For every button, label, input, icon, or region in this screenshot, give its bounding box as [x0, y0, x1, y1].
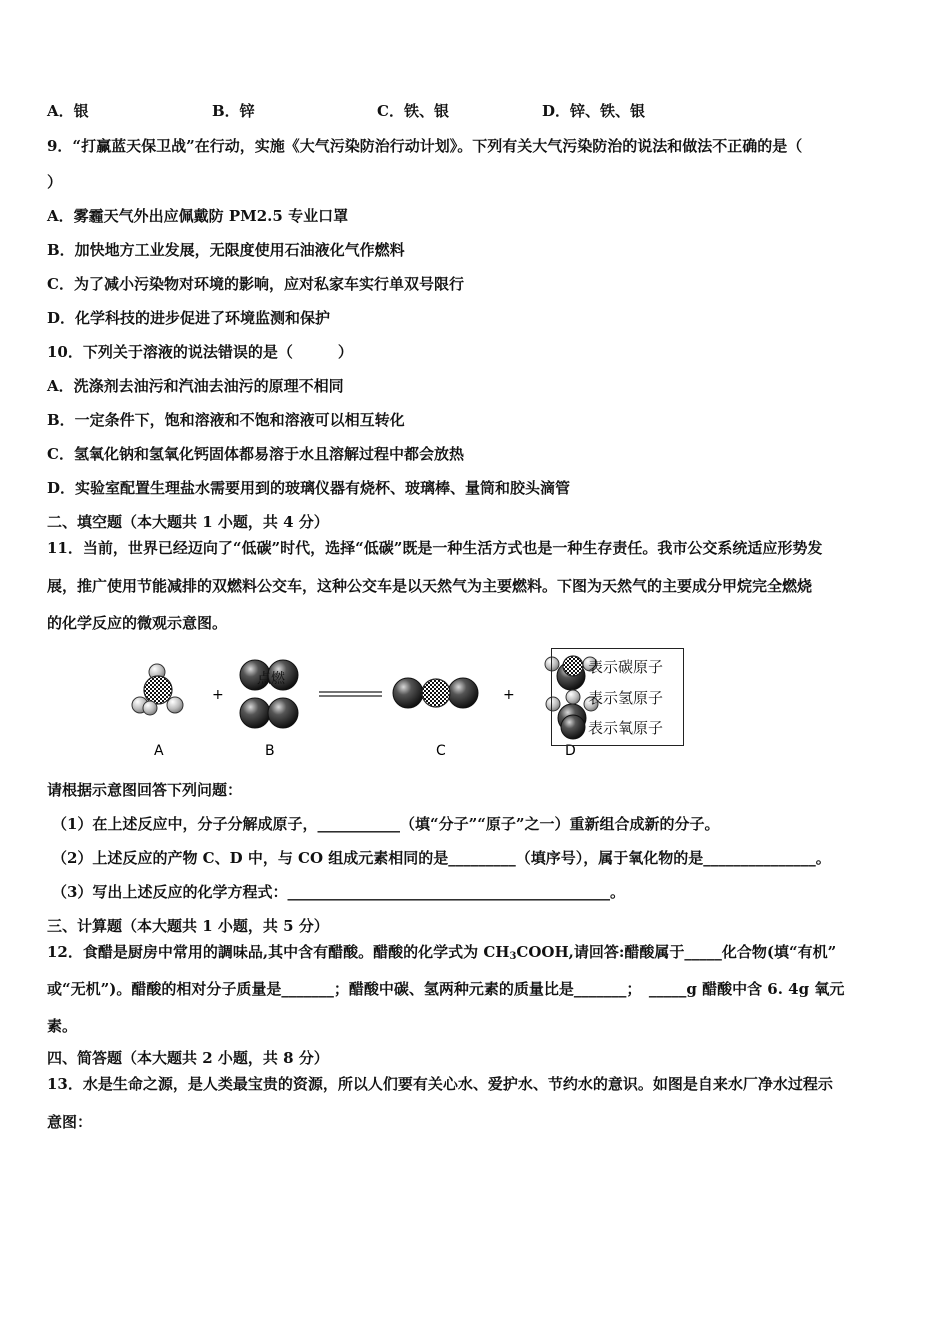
q9-option-a: A．雾霾天气外出应佩戴防 PM2.5 专业口罩 — [47, 207, 349, 225]
q12-line2: 或“无机”)。醋酸的相对分子质量是_______；醋酸中碳、氢两种元素的质量比是_______； _____g 醋酸中含 6. 4g 氧元 — [47, 980, 845, 998]
plus-sign-1: + — [212, 687, 224, 703]
q11-line2: 展，推广使用节能减排的双燃料公交车，这种公交车是以天然气为主要燃料。下图为天然气的主要成分甲烷完全燃烧 — [47, 577, 813, 595]
section4-title: 四、简答题（本大题共 2 小题，共 8 分） — [47, 1049, 329, 1067]
q8-options — [47, 100, 907, 122]
q12-line1-pre: 12．食醋是厨房中常用的調味品,其中含有醋酸。醋酸的化学式为 CH — [47, 943, 510, 961]
label-d: D — [565, 743, 576, 759]
legend-hydrogen — [558, 684, 663, 710]
q11-line3: 的化学反应的微观示意图。 — [47, 614, 228, 632]
q8-option-a: A．银 — [47, 102, 89, 120]
section3-title: 三、计算题（本大题共 1 小题，共 5 分） — [47, 917, 329, 935]
q8-option-c: C．铁、银 — [377, 102, 449, 120]
q8-option-b: B．锌 — [212, 102, 255, 120]
q10-option-b: B．一定条件下，饱和溶液和不饱和溶液可以相互转化 — [47, 411, 405, 429]
legend-carbon — [558, 653, 663, 679]
legend-carbon-label: 表示碳原子 — [588, 657, 664, 676]
q8-option-d: D．锌、铁、银 — [542, 102, 646, 120]
q12-line3: 素。 — [47, 1017, 78, 1035]
q11-sub2: （2）上述反应的产物 C、D 中，与 CO 组成元素相同的是_________（填序号），属于氧化物的是_______________。 — [52, 849, 831, 867]
q12-line1 — [47, 942, 836, 967]
q10-stem: 10．下列关于溶液的说法错误的是（ ） — [47, 343, 353, 361]
label-c: C — [436, 743, 446, 759]
q11-sub1: （1）在上述反应中，分子分解成原子，___________（填“分子”“原子”之一）重新组合成新的分子。 — [52, 815, 720, 833]
q10-option-c: C．氢氧化钠和氢氧化钙固体都易溶于水且溶解过程中都会放热 — [47, 445, 464, 463]
legend-oxygen — [558, 714, 663, 740]
molecule-c-carbon-dioxide — [393, 678, 478, 708]
q11-prompt: 请根据示意图回答下列问题： — [47, 781, 243, 799]
carbon-atom-icon — [558, 654, 588, 678]
label-a: A — [154, 743, 164, 759]
hydrogen-atom-icon — [558, 685, 588, 709]
q12-line1-post: COOH,请回答:醋酸属于_____化合物(填“有机” — [516, 943, 837, 961]
reaction-arrow — [319, 692, 382, 696]
q9-option-d: D．化学科技的进步促进了环境监测和保护 — [47, 309, 331, 327]
section2-title: 二、填空题（本大题共 1 小题，共 4 分） — [47, 513, 329, 531]
q9-stem-line2: ） — [47, 173, 63, 191]
q9-option-b: B．加快地方工业发展，无限度使用石油液化气作燃料 — [47, 241, 405, 259]
legend-oxygen-label: 表示氧原子 — [588, 718, 664, 737]
q10-option-a: A．洗涤剂去油污和汽油去油污的原理不相同 — [47, 377, 344, 395]
q9-option-c: C．为了减小污染物对环境的影响，应对私家车实行单双号限行 — [47, 275, 464, 293]
plus-sign-2: + — [503, 687, 515, 703]
q13-line1: 13．水是生命之源，是人类最宝贵的资源，所以人们要有关心水、爱护水、节约水的意识。如图是自来水厂净水过程示 — [47, 1075, 833, 1093]
legend-hydrogen-label: 表示氢原子 — [588, 688, 664, 707]
reaction-condition: 点燃 — [257, 671, 285, 687]
q11-line1: 11．当前，世界已经迈向了“低碳”时代，选择“低碳”既是一种生活方式也是一种生存责任。我市公交系统适应形势发 — [47, 539, 823, 557]
q11-sub3: （3）写出上述反应的化学方程式：___________________________________________。 — [52, 883, 625, 901]
molecule-a-methane — [132, 664, 183, 715]
oxygen-atom-icon — [558, 714, 588, 740]
label-b: B — [265, 743, 275, 759]
q9-stem-line1: 9．“打赢蓝天保卫战”在行动，实施《大气污染防治行动计划》。下列有关大气污染防治的说法和做法不正确的是（ — [47, 137, 803, 155]
q13-line2: 意图： — [47, 1113, 93, 1131]
q10-option-d: D．实验室配置生理盐水需要用到的玻璃仪器有烧杯、玻璃棒、量筒和胶头滴管 — [47, 479, 571, 497]
atom-legend — [551, 648, 684, 746]
q12-line1-subscript: 3 — [509, 951, 517, 962]
